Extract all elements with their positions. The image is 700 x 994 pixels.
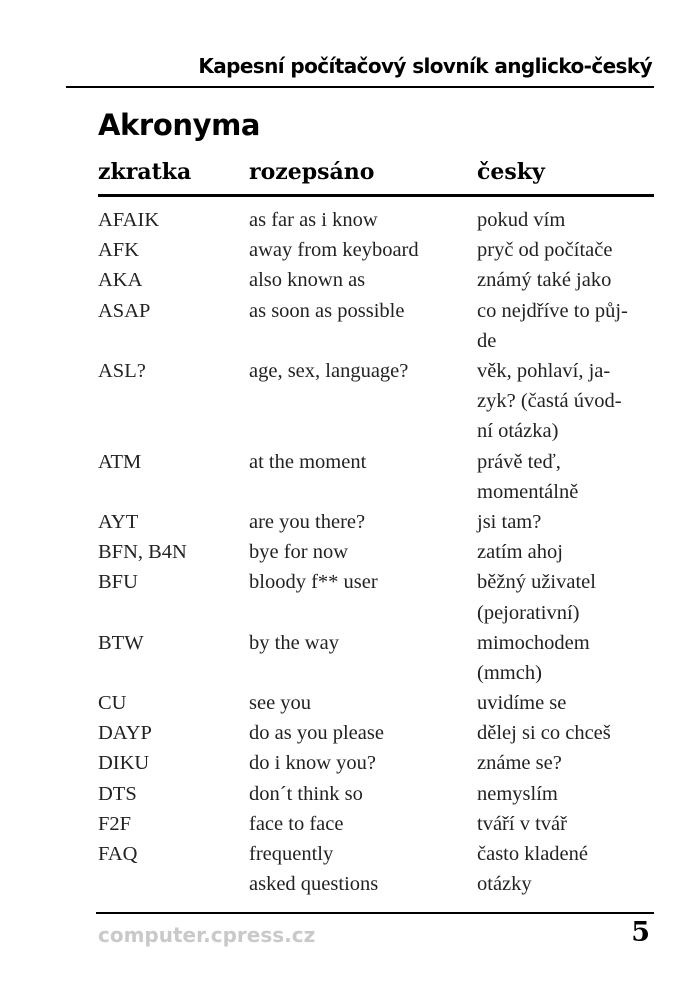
table-row xyxy=(98,205,654,235)
cell-czech: věk, pohlaví, ja- zyk? (častá úvod- ní otázka) xyxy=(477,359,622,443)
table-row xyxy=(98,507,654,537)
cell-czech: známý také jako xyxy=(477,269,612,292)
cell-abbreviation: ASL? xyxy=(98,359,146,382)
cell-expanded: bye for now xyxy=(249,541,349,564)
cell-czech: často kladené otázky xyxy=(477,843,588,896)
cell-expanded: see you xyxy=(249,692,312,715)
cell-abbreviation: FAQ xyxy=(98,843,138,866)
cell-abbreviation: AFAIK xyxy=(98,209,160,231)
table-row xyxy=(98,809,654,839)
cell-expanded: by the way xyxy=(249,631,339,654)
table-row xyxy=(98,235,654,265)
table-row xyxy=(98,567,654,627)
cell-abbreviation: BFU xyxy=(98,571,138,594)
table-row xyxy=(98,748,654,778)
cell-abbreviation: DAYP xyxy=(98,722,152,745)
table-row xyxy=(98,628,654,688)
cell-abbreviation: F2F xyxy=(98,812,132,835)
footer-divider xyxy=(96,912,654,914)
cell-expanded: are you there? xyxy=(249,510,366,533)
cell-expanded: frequently asked questions xyxy=(249,843,379,896)
cell-abbreviation: AKA xyxy=(98,269,143,292)
cell-czech: mimochodem (mmch) xyxy=(477,631,590,684)
cell-czech: co nejdříve to půj- de xyxy=(477,299,628,352)
table-row xyxy=(98,296,654,356)
table-row xyxy=(98,537,654,567)
cell-abbreviation: CU xyxy=(98,692,127,715)
cell-abbreviation: DIKU xyxy=(98,752,150,775)
cell-expanded: don´t think so xyxy=(249,782,363,805)
table-row xyxy=(98,718,654,748)
header-divider xyxy=(66,86,654,88)
cell-czech: pokud vím xyxy=(477,209,566,231)
cell-czech: jsi tam? xyxy=(477,510,542,533)
cell-expanded: at the moment xyxy=(249,450,367,473)
cell-expanded: age, sex, language? xyxy=(249,359,409,382)
cell-expanded: do i know you? xyxy=(249,752,376,775)
cell-abbreviation: BFN, B4N xyxy=(98,541,187,564)
cell-expanded: also known as xyxy=(249,269,366,292)
cell-abbreviation: ATM xyxy=(98,450,142,473)
cell-czech: známe se? xyxy=(477,752,562,775)
cell-expanded: away from keyboard xyxy=(249,239,419,262)
footer-url: computer.cpress.cz xyxy=(98,923,316,947)
table-row xyxy=(98,779,654,809)
cell-czech: uvidíme se xyxy=(477,692,567,715)
cell-czech: zatím ahoj xyxy=(477,541,563,564)
column-header-czech: česky xyxy=(477,159,545,185)
cell-abbreviation: AFK xyxy=(98,239,140,262)
column-header-expanded: rozepsáno xyxy=(249,159,375,185)
cell-czech: tváří v tvář xyxy=(477,812,567,835)
table-row xyxy=(98,839,654,899)
cell-czech: pryč od počítače xyxy=(477,239,613,262)
cell-expanded: as far as i know xyxy=(249,209,378,231)
table-row xyxy=(98,447,654,507)
cell-czech: nemyslím xyxy=(477,782,558,805)
table-row xyxy=(98,356,654,447)
page-number: 5 xyxy=(631,917,650,948)
cell-expanded: as soon as possible xyxy=(249,299,405,322)
cell-abbreviation: AYT xyxy=(98,510,139,533)
table-header-divider xyxy=(98,194,654,197)
cell-abbreviation: ASAP xyxy=(98,299,151,322)
running-head-title: Kapesní počítačový slovník anglicko-český xyxy=(198,54,652,78)
cell-expanded: do as you please xyxy=(249,722,384,745)
cell-expanded: face to face xyxy=(249,812,344,835)
cell-czech: běžný uživatel (pejorativní) xyxy=(477,571,596,624)
column-header-abbreviation: zkratka xyxy=(98,159,192,185)
section-title: Akronyma xyxy=(98,108,261,142)
cell-czech: dělej si co chceš xyxy=(477,722,611,745)
cell-abbreviation: BTW xyxy=(98,631,144,654)
cell-czech: právě teď, momentálně xyxy=(477,450,579,503)
cell-abbreviation: DTS xyxy=(98,782,137,805)
acronym-table-body xyxy=(98,205,654,899)
table-row xyxy=(98,265,654,295)
table-row xyxy=(98,688,654,718)
cell-expanded: bloody f** user xyxy=(249,571,378,594)
